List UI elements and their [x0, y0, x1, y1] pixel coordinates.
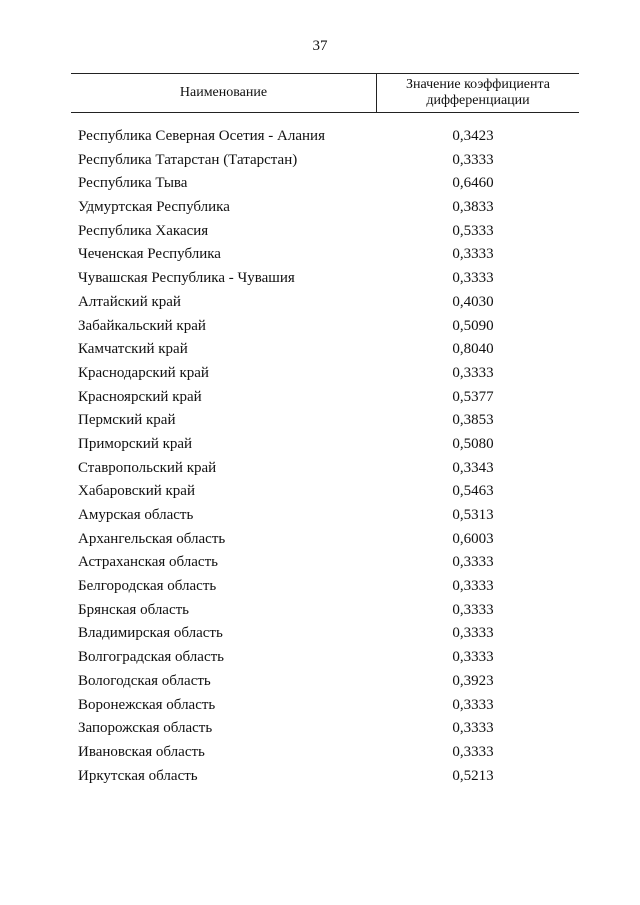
table-row [0, 530, 640, 554]
coefficient-value: 0,3333 [452, 720, 494, 737]
table-row [0, 198, 640, 222]
region-name: Приморский край [78, 435, 193, 452]
table-row [0, 553, 640, 577]
table-row [0, 601, 640, 625]
region-name: Краснодарский край [78, 364, 209, 381]
table-row [0, 340, 640, 364]
coefficient-value: 0,3333 [452, 578, 494, 595]
region-name: Камчатский край [78, 341, 188, 358]
coefficient-value: 0,6460 [452, 175, 494, 192]
region-name: Забайкальский край [78, 317, 206, 334]
coefficient-value: 0,3343 [452, 459, 494, 476]
table-row [0, 672, 640, 696]
table-row [0, 459, 640, 483]
region-name: Республика Северная Осетия - Алания [78, 128, 325, 144]
coefficient-value: 0,3423 [452, 128, 494, 144]
region-name: Удмуртская Республика [78, 199, 230, 216]
coefficient-value: 0,5080 [452, 435, 494, 452]
table-row [0, 174, 640, 198]
region-name: Ставропольский край [78, 459, 217, 476]
table-header [71, 73, 579, 113]
table-row [0, 743, 640, 767]
region-name: Иркутская область [78, 767, 198, 784]
table-row [0, 696, 640, 720]
page-number: 37 [312, 38, 328, 54]
coefficient-value: 0,3333 [452, 151, 494, 168]
region-name: Архангельская область [78, 530, 226, 547]
region-name: Вологодская область [78, 672, 211, 689]
region-name: Республика Хакасия [78, 222, 209, 239]
coefficient-value: 0,5313 [452, 507, 494, 523]
coefficient-value: 0,3833 [452, 199, 494, 216]
coefficient-value: 0,4030 [452, 293, 494, 310]
table-row [0, 127, 640, 151]
table-row [0, 151, 640, 175]
region-name: Астраханская область [78, 554, 218, 571]
table-row [0, 506, 640, 530]
region-name: Ивановская область [78, 743, 205, 760]
header-value-cell: Значение коэффициента дифференциации [405, 77, 551, 108]
table-row [0, 482, 640, 506]
table-row [0, 624, 640, 648]
coefficient-value: 0,3333 [452, 743, 494, 760]
region-name: Волгоградская область [78, 649, 224, 666]
coefficient-value: 0,8040 [452, 341, 494, 358]
region-name: Белгородская область [78, 578, 217, 595]
coefficient-value: 0,3333 [452, 625, 494, 642]
table-row [0, 767, 640, 791]
table-row [0, 269, 640, 293]
coefficient-value: 0,5090 [452, 317, 494, 334]
coefficient-value: 0,3333 [452, 696, 494, 713]
table-row [0, 222, 640, 246]
coefficient-value: 0,3333 [452, 649, 494, 666]
coefficient-value: 0,3333 [452, 246, 494, 263]
coefficient-value: 0,5213 [452, 767, 494, 784]
table-row [0, 577, 640, 601]
table-row [0, 435, 640, 459]
region-name: Республика Татарстан (Татарстан) [78, 151, 298, 168]
table-row [0, 293, 640, 317]
coefficient-value: 0,3333 [452, 270, 494, 287]
region-name: Чувашская Республика - Чувашия [78, 270, 295, 287]
region-name: Запорожская область [78, 720, 213, 737]
table-row [0, 317, 640, 341]
region-name: Воронежская область [78, 696, 216, 713]
coefficient-value: 0,3853 [452, 412, 494, 429]
table-row [0, 411, 640, 435]
region-name: Алтайский край [78, 293, 181, 310]
coefficient-value: 0,5377 [452, 388, 494, 405]
table-body [0, 127, 640, 790]
region-name: Красноярский край [78, 388, 202, 405]
coefficient-value: 0,6003 [452, 530, 494, 547]
coefficient-value: 0,3923 [452, 672, 494, 689]
coefficient-value: 0,3333 [452, 554, 494, 571]
region-name: Хабаровский край [78, 483, 195, 500]
coefficient-value: 0,3333 [452, 601, 494, 618]
region-name: Республика Тыва [78, 175, 188, 192]
region-name: Пермский край [78, 412, 176, 429]
region-name: Чеченская Республика [78, 246, 221, 263]
coefficient-value: 0,5463 [452, 483, 494, 500]
table-row [0, 364, 640, 388]
coefficient-value: 0,3333 [452, 364, 494, 381]
table-row [0, 648, 640, 672]
region-name: Брянская область [78, 601, 190, 618]
header-name-cell: Наименование [71, 74, 377, 112]
table-row [0, 719, 640, 743]
coefficient-value: 0,5333 [452, 222, 494, 239]
table-row [0, 388, 640, 412]
table-row [0, 245, 640, 269]
region-name: Владимирская область [78, 625, 223, 642]
region-name: Амурская область [78, 507, 194, 523]
